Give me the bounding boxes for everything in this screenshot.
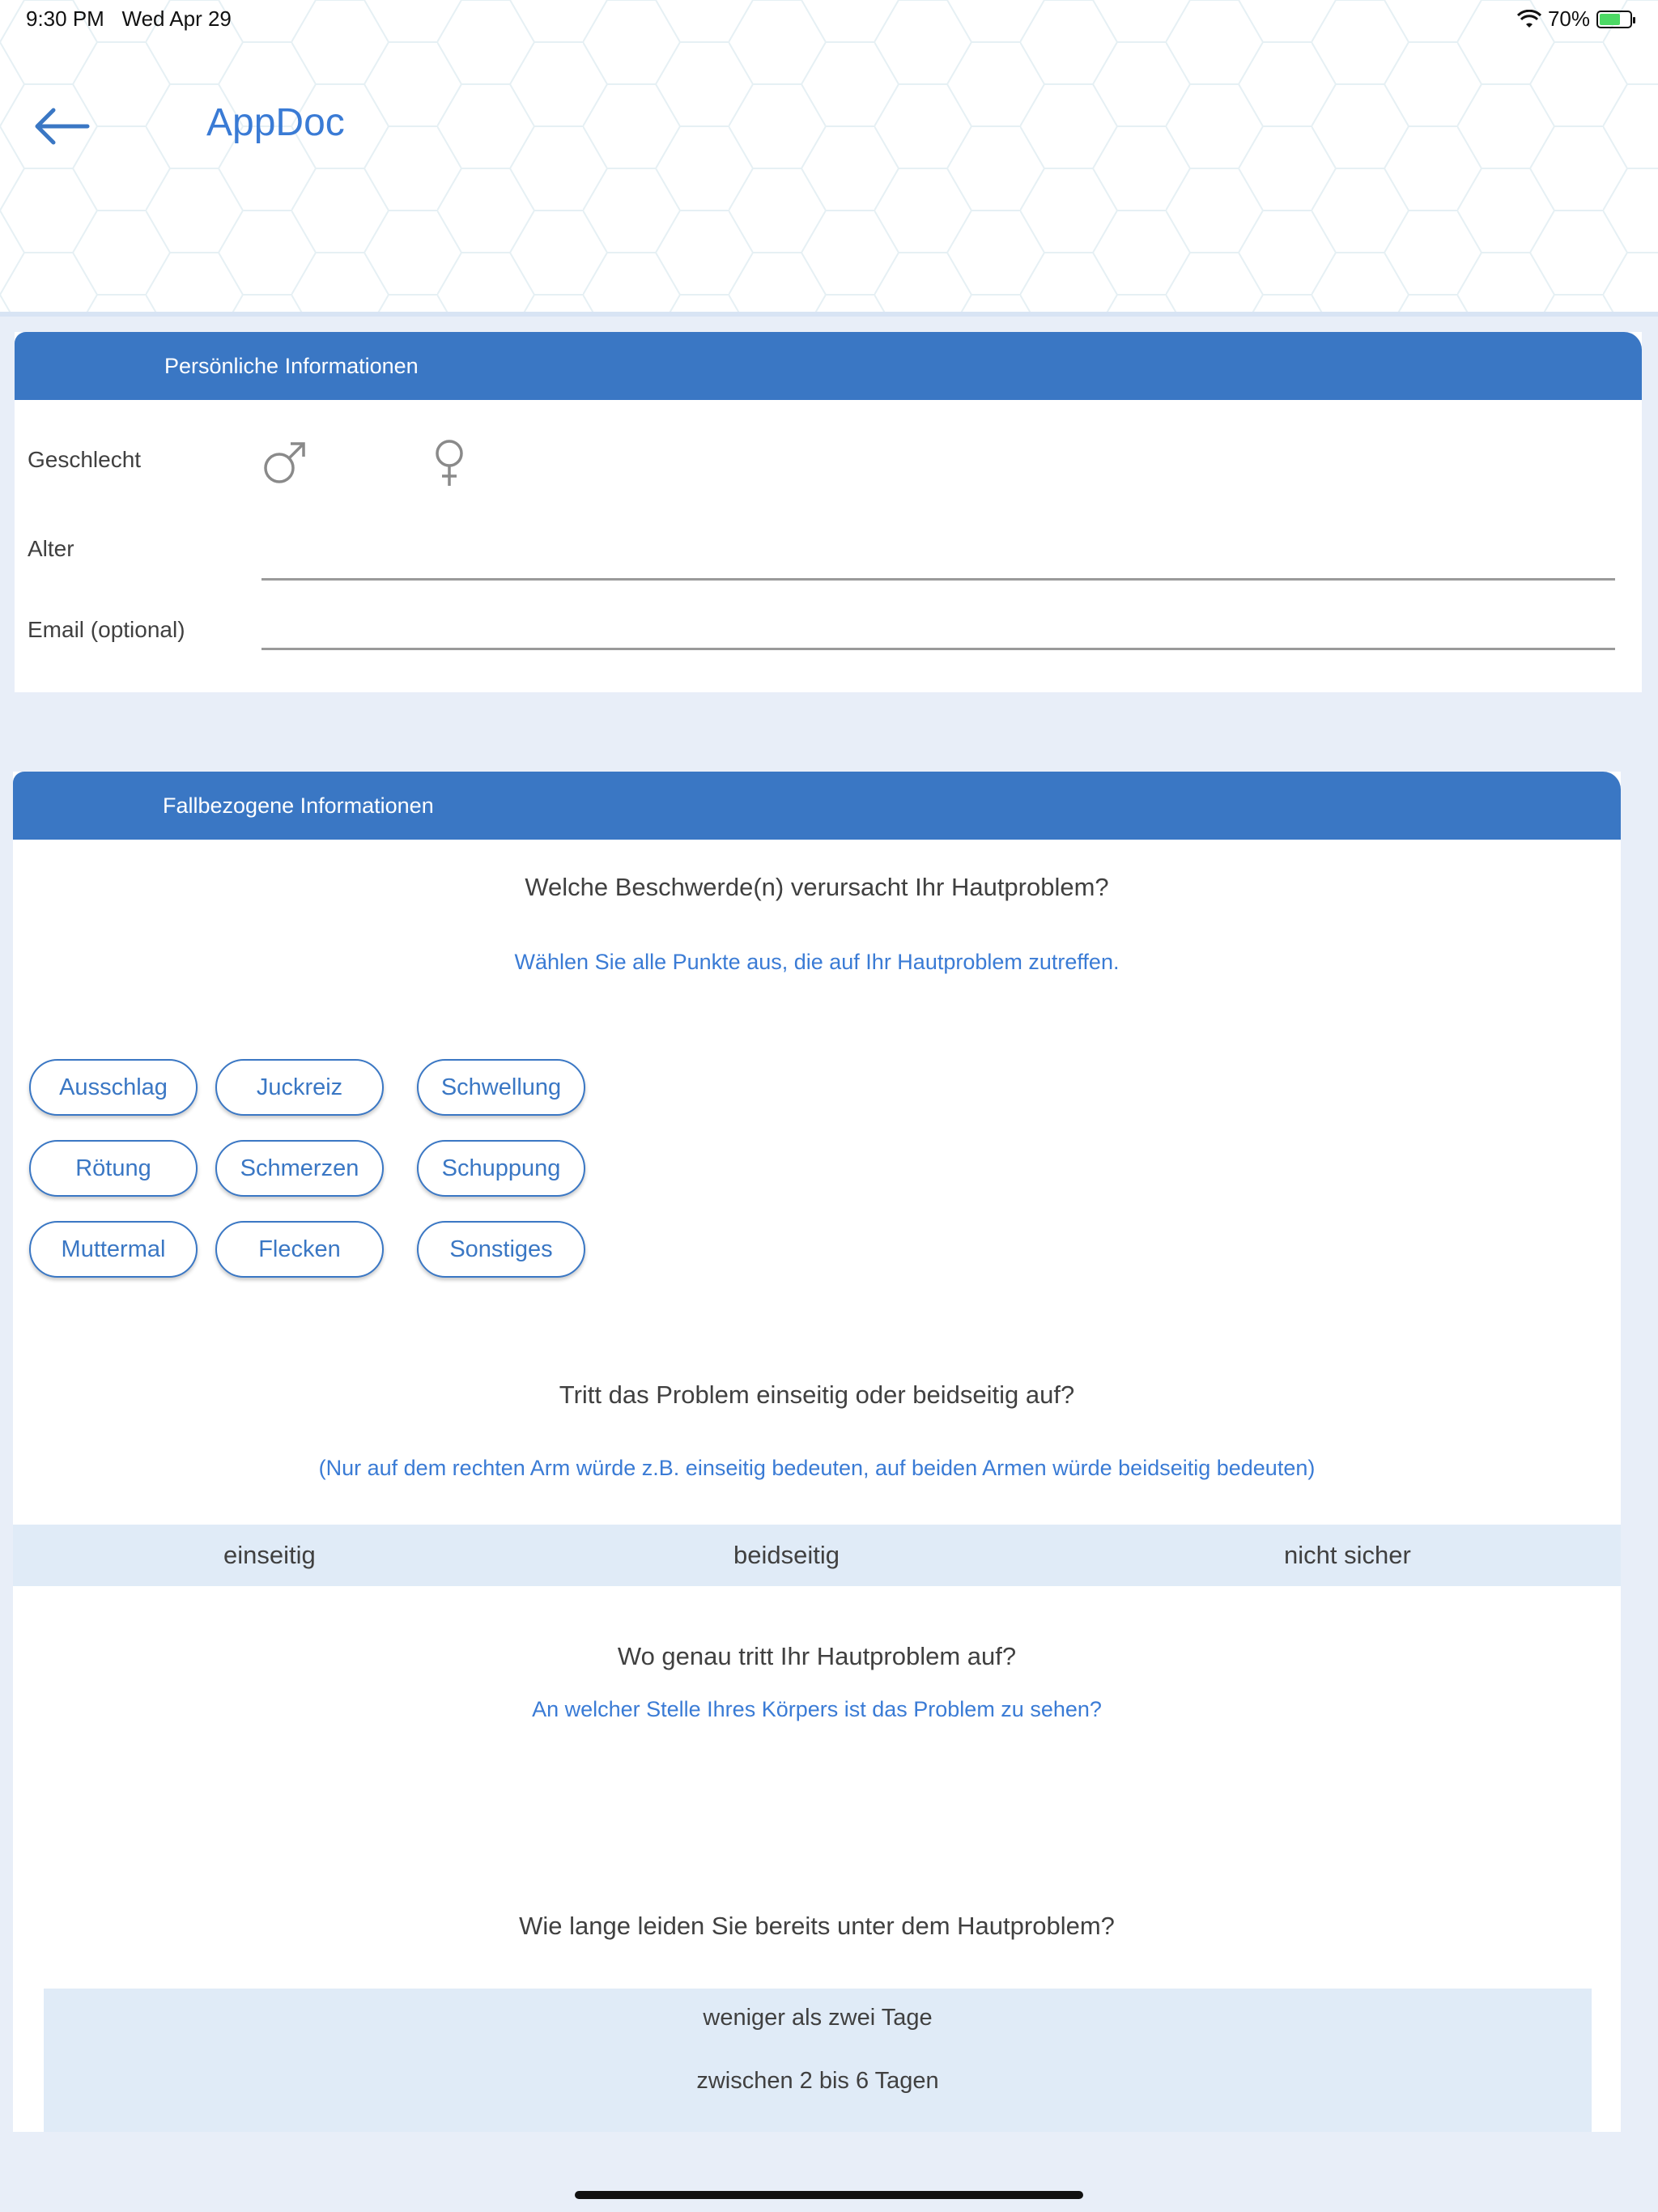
complaints-hint: Wählen Sie alle Punkte aus, die auf Ihr Hautproblem zutreffen. xyxy=(514,950,1120,974)
duration-option-list xyxy=(44,1989,1592,2132)
female-symbol-icon[interactable] xyxy=(429,437,470,489)
status-date: Wed Apr 29 xyxy=(121,6,232,31)
app-header xyxy=(0,0,1658,317)
age-label: Alter xyxy=(28,536,74,561)
personal-info-card xyxy=(15,332,1642,692)
wifi-icon xyxy=(1517,10,1541,29)
side-hint: (Nur auf dem rechten Arm würde z.B. einseitig bedeuten, auf beiden Armen würde beidseitig bedeuten) xyxy=(318,1456,1316,1480)
location-question: Wo genau tritt Ihr Hautproblem auf? xyxy=(617,1642,1017,1670)
symptom-chip[interactable]: Rötung xyxy=(29,1140,198,1197)
symptom-chip[interactable]: Schwellung xyxy=(417,1059,585,1116)
symptom-chip[interactable]: Schmerzen xyxy=(215,1140,384,1197)
symptom-chip[interactable]: Schuppung xyxy=(417,1140,585,1197)
duration-option[interactable]: zwischen 2 bis 6 Tagen xyxy=(696,2068,939,2094)
status-time: 9:30 PM Wed Apr 29 xyxy=(26,6,232,31)
hexagon-pattern-background xyxy=(0,0,1658,312)
side-option-nicht-sicher[interactable]: nicht sicher xyxy=(1284,1541,1411,1569)
side-question: Tritt das Problem einseitig oder beidseitig auf? xyxy=(559,1380,1075,1409)
status-indicators xyxy=(1517,6,1632,32)
case-info-title: Fallbezogene Informationen xyxy=(13,772,1621,840)
battery-level-fill xyxy=(1600,14,1620,25)
complaints-question: Welche Beschwerde(n) verursacht Ihr Hautproblem? xyxy=(525,873,1109,901)
email-input[interactable] xyxy=(261,648,1615,650)
symptom-chip[interactable]: Sonstiges xyxy=(417,1221,585,1278)
gender-label: Geschlecht xyxy=(28,447,142,472)
duration-question: Wie lange leiden Sie bereits unter dem Hautproblem? xyxy=(519,1912,1115,1940)
symptom-chip[interactable]: Ausschlag xyxy=(29,1059,198,1116)
age-input[interactable] xyxy=(261,578,1615,581)
symptom-chip[interactable]: Flecken xyxy=(215,1221,384,1278)
arrow-left-icon[interactable] xyxy=(32,104,91,149)
male-symbol-icon[interactable] xyxy=(261,437,310,486)
symptom-chip[interactable]: Muttermal xyxy=(29,1221,198,1278)
side-option-einseitig[interactable]: einseitig xyxy=(223,1541,316,1569)
side-segmented-control xyxy=(13,1525,1621,1586)
battery-percent: 70% xyxy=(1547,6,1590,31)
symptom-chip[interactable]: Juckreiz xyxy=(215,1059,384,1116)
side-option-beidseitig[interactable]: beidseitig xyxy=(733,1541,840,1569)
email-label: Email (optional) xyxy=(28,617,185,642)
battery-icon xyxy=(1596,11,1632,28)
case-info-card xyxy=(13,772,1621,2132)
location-hint: An welcher Stelle Ihres Körpers ist das Problem zu sehen? xyxy=(532,1697,1102,1721)
duration-option[interactable]: weniger als zwei Tage xyxy=(703,2005,933,2031)
home-indicator[interactable] xyxy=(575,2191,1083,2199)
personal-info-title: Persönliche Informationen xyxy=(15,332,1642,400)
app-title: AppDoc xyxy=(206,101,345,144)
